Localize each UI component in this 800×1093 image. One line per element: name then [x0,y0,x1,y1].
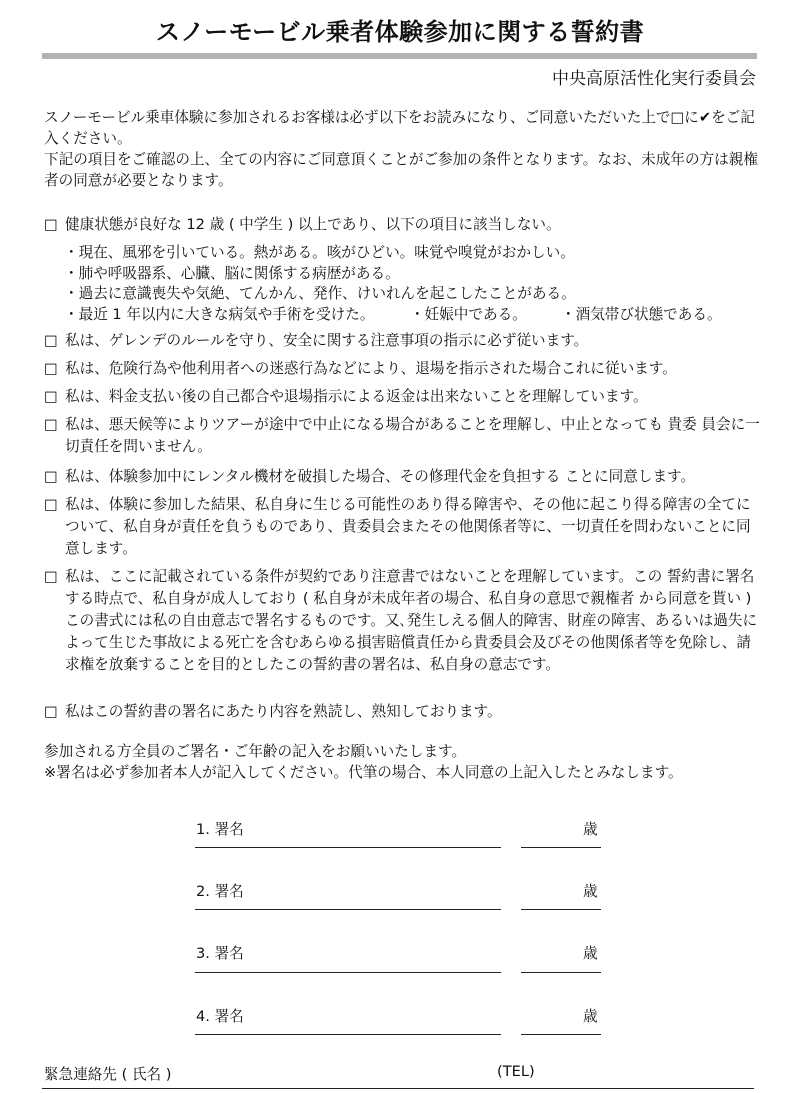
checkbox[interactable]: □ [44,360,58,377]
age-unit: 歳 [583,945,598,962]
signature-field[interactable] [195,1034,501,1035]
checkbox[interactable]: □ [44,332,58,349]
title-divider [42,53,757,59]
emergency-contact-label: 緊急連絡先 ( 氏名 ) [44,1066,172,1083]
item-text: 私は、危険行為や他利用者への迷惑行為などにより、退場を指示された場合これに従います。 [65,360,677,377]
emergency-tel-label: (TEL) [497,1063,535,1080]
agreement-item[interactable] [44,330,760,352]
agreement-item[interactable] [44,414,760,458]
health-condition: ・最近 1 年以内に大きな病気や手術を受けた。 [64,305,375,323]
signature-label: 4. 署名 [196,1008,244,1025]
item-text: 私は、体験参加中にレンタル機材を破損した場合、その修理代金を負担する ことに同意します。 [65,468,696,485]
agreement-item[interactable] [44,466,760,488]
checkbox[interactable]: □ [44,703,58,720]
agreement-item-health[interactable] [44,214,760,236]
age-field[interactable] [521,1034,601,1035]
checkbox[interactable]: □ [44,496,58,513]
health-condition: ・妊娠中である。 [410,305,527,323]
item-text: 私は、ここに記載されている条件が契約であり注意書ではないことを理解しています。この 誓約書に署名する時点で、私自身が成人しており ( 私自身が未成年者の場合、私自身の意思で親権者 から同意を貰い ) この書式には私の自由意志で署名するものです。又､発生しえる個人的障害、財産の障害、あるいは過失によって生じた事故による死亡を含むあらゆる損害賠償責任から貴委員会及びその他関係者等を免除し、請求権を放棄することを目的としたこの誓約書の署名は、私自身の意志です。 [65,568,758,673]
item-text: 私は、悪天候等によりツアーが途中で中止になる場合があることを理解し、中止となっても 貴委 員会に一切責任を問いません。 [65,416,760,455]
signature-label: 3. 署名 [196,945,244,962]
health-condition: ・酒気帯び状態である。 [561,305,722,323]
agreement-item[interactable] [44,386,760,408]
health-condition: ・過去に意識喪失や気絶、てんかん、発作、けいれんを起こしたことがある。 [64,285,576,302]
item-text: 健康状態が良好な 12 歳 ( 中学生 ) 以上であり、以下の項目に該当しない。 [65,216,561,233]
emergency-contact-field[interactable] [42,1088,754,1089]
agreement-item[interactable] [44,701,760,723]
age-field[interactable] [521,909,601,910]
checkbox[interactable]: □ [44,568,58,585]
intro-paragraph-1: スノーモービル乗車体験に参加されるお客様は必ず以下をお読みになり、ご同意いただいた上で□に✔をご記入ください。 [44,109,755,147]
age-unit: 歳 [583,1008,598,1025]
age-field[interactable] [521,972,601,973]
checkbox[interactable]: □ [44,468,58,485]
item-text: 私は、体験に参加した結果、私自身に生じる可能性のあり得る障害や、その他に起こり得る障害の全てについて、私自身が責任を負うものであり、貴委員会またその他関係者等に、一切責任を問わないことに同意します。 [65,496,751,557]
document-title: スノーモービル乗者体験参加に関する誓約書 [155,18,645,46]
footer-note: ※署名は必ず参加者本人が記入してください。代筆の場合、本人同意の上記入したとみなします。 [44,764,683,781]
signature-field[interactable] [195,972,501,973]
health-condition: ・現在、風邪を引いている。熱がある。咳がひどい。味覚や嗅覚がおかしい。 [64,244,575,261]
signature-label: 2. 署名 [196,883,244,900]
signature-field[interactable] [195,847,501,848]
age-field[interactable] [521,847,601,848]
agreement-item[interactable] [44,358,760,380]
organization-name: 中央高原活性化実行委員会 [552,69,756,89]
signature-field[interactable] [195,909,501,910]
item-text: 私は、ゲレンデのルールを守り、安全に関する注意事項の指示に必ず従います。 [65,332,589,349]
footer-note: 参加される方全員のご署名・ご年齢の記入をお願いいたします。 [44,743,467,760]
agreement-item[interactable] [44,566,760,676]
checkbox[interactable]: □ [44,388,58,405]
signature-label: 1. 署名 [196,821,244,838]
checkbox[interactable]: □ [44,416,58,433]
item-text: 私はこの誓約書の署名にあたり内容を熟読し、熟知しております。 [65,703,502,720]
age-unit: 歳 [583,821,598,838]
item-text: 私は、料金支払い後の自己都合や退場指示による返金は出来ないことを理解しています。 [65,388,648,405]
intro-paragraph-2: 下記の項目をご確認の上、全ての内容にご同意頂くことがご参加の条件となります。なお、未成年の方は親権者の同意が必要となります。 [44,151,758,189]
health-condition: ・肺や呼吸器系、心臓、脳に関係する病歴がある。 [64,264,400,282]
age-unit: 歳 [583,883,598,900]
checkbox[interactable]: □ [44,216,58,233]
agreement-item[interactable] [44,494,760,560]
